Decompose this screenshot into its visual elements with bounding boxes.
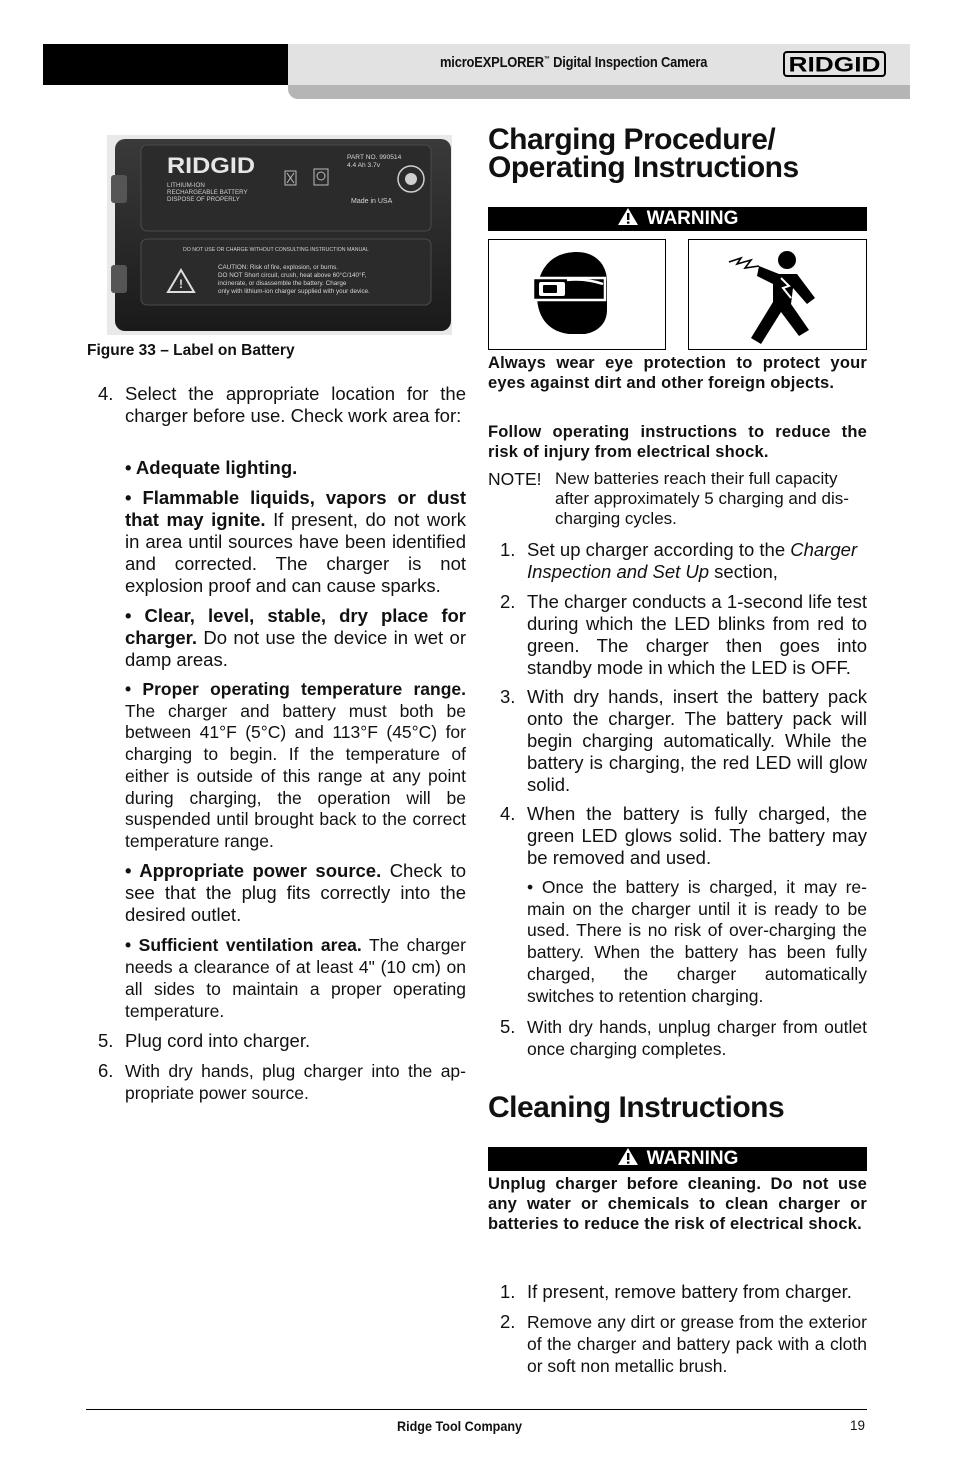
svg-text:PART NO. 990514: PART NO. 990514 (347, 154, 402, 161)
warning-bar: WARNING (488, 1147, 867, 1171)
bullet-power-source: • Appropriate power source. Check to see that the plug fits correctly into the desired outlet. (125, 860, 466, 925)
step-text: If present, remove battery from charger. (527, 1281, 852, 1302)
step-text: Remove any dirt or grease from the exterior of the charger and battery pack with a cloth or soft non metallic brush. (527, 1312, 867, 1376)
step-number: 1. (500, 539, 516, 560)
warning-triangle-icon (617, 207, 639, 226)
eye-protection-icon-box (488, 239, 666, 350)
svg-text:Made in USA: Made in USA (351, 198, 393, 205)
step-number: 5. (500, 1016, 516, 1037)
header-shadow-bar (288, 85, 910, 99)
figure-caption: Figure 33 – Label on Battery (87, 342, 295, 359)
step-number: 3. (500, 686, 516, 707)
battery-label-photo (107, 135, 452, 335)
step-text: Set up charger according to the Charger Inspection and Set Up section, (527, 539, 858, 582)
bullet-ventilation: • Sufficient ventilation area. The charger needs a clearance of at least 4" (10 cm) on all sides to maintain a proper operating temperature. (125, 935, 466, 1021)
step-number: 5. (98, 1030, 114, 1051)
svg-text:LITHIUM-ION: LITHIUM-ION (167, 182, 205, 189)
bullet-dry-place: • Clear, level, stable, dry place for charger. Do not use the device in wet or damp areas. (125, 605, 466, 670)
svg-text:DO NOT USE OR CHARGE WITHOUT C: DO NOT USE OR CHARGE WITHOUT CONSULTING INSTRUCTION MANUAL (183, 247, 369, 253)
step-number: 2. (500, 591, 516, 612)
step-number: 4. (500, 803, 516, 824)
ridgid-logo (783, 50, 886, 78)
page-number: 19 (850, 1418, 866, 1433)
step-number: 2. (500, 1311, 516, 1332)
step-text: Plug cord into charger. (125, 1030, 311, 1051)
eye-protection-note: Always wear eye protection to protect your eyes against dirt and other foreign objects. (488, 354, 867, 392)
shock-note: Follow operating instructions to reduce the risk of injury from electrical shock. (488, 423, 867, 461)
bullet-flammable: • Flammable liquids, vapors or dust that may ignite. If present, do not work in area until sources have been identified and corrected. The charger is not explosion proof and can cause sparks. (125, 487, 466, 596)
sub-bullet: • Once the battery is charged, it may remain on the charger until it is ready to be used. There is no risk of over-charging the battery. When the battery has been fully charged, the charger automatically switches to retention charging. (527, 877, 867, 1006)
cleaning-warning-text: Unplug charger before cleaning. Do not use any water or chemicals to clean charger or batteries to reduce the risk of electrical shock. (488, 1175, 867, 1233)
svg-text:DO NOT Short circuit, crush, h: DO NOT Short circuit, crush, heat above 60°C/140°F, (218, 272, 367, 279)
svg-text:RIDGID: RIDGID (167, 153, 255, 178)
note-text: New batteries reach their full capacity after approximately 5 charging and discharging cycles. (555, 469, 849, 528)
warning-bar: WARNING (488, 207, 867, 231)
header-black-bar (43, 44, 288, 85)
step-text: With dry hands, unplug charger from outlet once charging completes. (527, 1017, 867, 1059)
bullet-adequate-lighting: • Adequate lighting. (125, 457, 298, 478)
step-text: When the battery is fully charged, the green LED glows solid. The battery may be removed and used. (527, 803, 867, 868)
electric-shock-icon-box (688, 239, 867, 350)
cleaning-heading: Cleaning Instructions (488, 1091, 785, 1124)
step-number: 6. (98, 1060, 114, 1081)
step-text: With dry hands, insert the battery pack onto the charger. The battery pack will begin charging automatically. While the battery is charging, the red LED will glow solid. (527, 686, 867, 795)
step-number: 4. (98, 383, 114, 404)
bullet-temperature: • Proper operating temperature range. The charger and battery must both be between 41°F (5°C) and 113°F (45°C) for charging to begin. If the temperature of either is outside of this range at any point during charging, the operation will be suspended until brought back to the correct temperature range. (125, 679, 466, 851)
svg-text:incinerate, or disassemble the: incinerate, or disassemble the battery. Charge (218, 280, 347, 287)
warning-triangle-icon (617, 1147, 639, 1166)
svg-text:4.4 Ah 3.7v: 4.4 Ah 3.7v (347, 162, 380, 169)
header-title: microEXPLORER™ Digital Inspection Camera (440, 54, 708, 71)
svg-text:only with lithium-ion charger: only with lithium-ion charger supplied with your device. (218, 288, 370, 295)
svg-text:CAUTION: Risk of fire, explosi: CAUTION: Risk of fire, explosion, or burns. (218, 264, 339, 271)
step-text: Select the appropriate location for the charger before use. Check work area for: (125, 383, 466, 426)
step-text: With dry hands, plug charger into the appropriate power source. (125, 1061, 466, 1103)
svg-text:DISPOSE OF PROPERLY: DISPOSE OF PROPERLY (167, 196, 240, 203)
electric-shock-icon (689, 240, 866, 349)
eye-protection-icon (489, 240, 665, 349)
svg-text:!: ! (179, 277, 183, 291)
footer-company: Ridge Tool Company (397, 1418, 523, 1434)
svg-text:RIDGID: RIDGID (788, 53, 881, 77)
footer-rule (86, 1409, 867, 1410)
section-heading: Charging Procedure/ Operating Instructions (488, 123, 799, 184)
svg-text:RECHARGEABLE BATTERY: RECHARGEABLE BATTERY (167, 189, 248, 196)
step-text: The charger conducts a 1-second life test during which the LED blinks from red to green. The charger then goes into standby mode in which the LED is OFF. (527, 591, 867, 678)
step-number: 1. (500, 1281, 516, 1302)
note-label: NOTE! (488, 469, 542, 489)
